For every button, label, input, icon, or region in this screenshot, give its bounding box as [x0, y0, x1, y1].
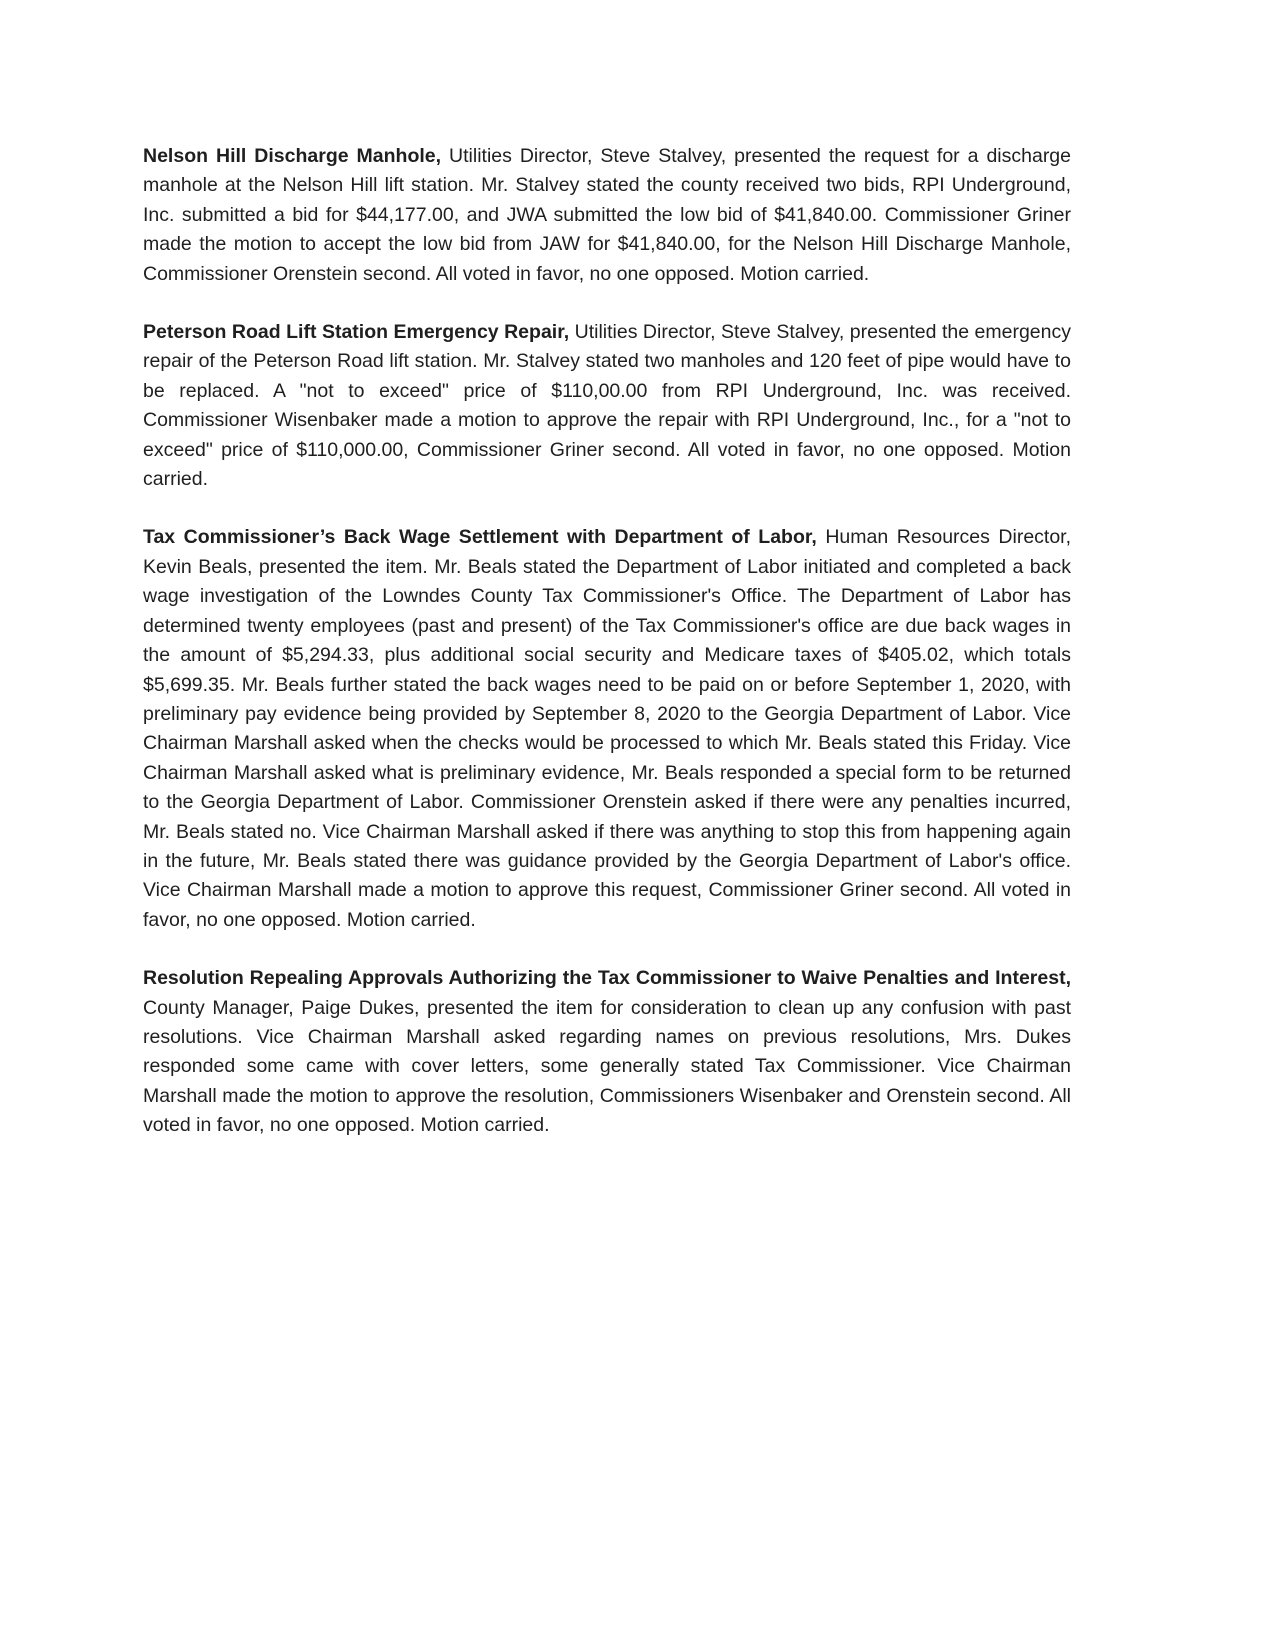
paragraph-body: County Manager, Paige Dukes, presented the item for consideration to clean up any confusion with past resolutions. Vice Chairman Marshall asked regarding names on previous resolutions, Mrs. Dukes responded some came with cover letters, some generally stated Tax Commissioner. Vice Chairman Marshall made the motion to approve the resolution, Commissioners Wisenbaker and Orenstein second. All voted in favor, no one opposed. Motion carried. [143, 996, 1071, 1137]
paragraph-heading: Resolution Repealing Approvals Authorizing the Tax Commissioner to Waive Penalties and Interest, [143, 967, 1071, 990]
paragraph [143, 142, 1071, 289]
paragraph [143, 523, 1071, 935]
paragraph-body: Utilities Director, Steve Stalvey, presented the request for a discharge manhole at the Nelson Hill lift station. Mr. Stalvey stated the county received two bids, RPI Underground, Inc. submitted a bid for $44,177.00, and JWA submitted the low bid of $41,840.00. Commissioner Griner made the motion to accept the low bid from JAW for $41,840.00, for the Nelson Hill Discharge Manhole, Commissioner Orenstein second. All voted in favor, no one opposed. Motion carried. [143, 145, 1072, 285]
paragraph [143, 964, 1071, 1140]
paragraph-body: Utilities Director, Steve Stalvey, presented the emergency repair of the Peterson Road lift station. Mr. Stalvey stated two manholes and 120 feet of pipe would have to be replaced. A "not to exceed" price of $110,00.00 from RPI Underground, Inc. was received. Commissioner Wisenbaker made a motion to approve the repair with RPI Underground, Inc., for a "not to exceed" price of $110,000.00, Commissioner Griner second. All voted in favor, no one opposed. Motion carried. [143, 321, 1071, 491]
document-content [143, 142, 1071, 1170]
paragraph [143, 318, 1071, 494]
paragraph-body: Human Resources Director, Kevin Beals, presented the item. Mr. Beals stated the Department of Labor initiated and completed a back wage investigation of the Lowndes County Tax Commissioner's Office. The Department of Labor has determined twenty employees (past and present) of the Tax Commissioner's office are due back wages in the amount of $5,294.33, plus additional social security and Medicare taxes of $405.02, which totals $5,699.35. Mr. Beals further stated the back wages need to be paid on or before September 1, 2020, with preliminary pay evidence being provided by September 8, 2020 to the Georgia Department of Labor. Vice Chairman Marshall asked when the checks would be processed to which Mr. Beals stated this Friday. Vice Chairman Marshall asked what is preliminary evidence, Mr. Beals responded a special form to be returned to the Georgia Department of Labor. Commissioner Orenstein asked if there were any penalties incurred, Mr. Beals stated no. Vice Chairman Marshall asked if there was anything to stop this from happening again in the future, Mr. Beals stated there was guidance provided by the Georgia Department of Labor's office. Vice Chairman Marshall made a motion to approve this request, Commissioner Griner second. All voted in favor, no one opposed. Motion carried. [143, 526, 1072, 931]
paragraph-heading: Tax Commissioner’s Back Wage Settlement with Department of Labor, [143, 526, 817, 549]
paragraph-heading: Nelson Hill Discharge Manhole, [143, 145, 442, 167]
paragraph-heading: Peterson Road Lift Station Emergency Repair, [143, 321, 570, 344]
